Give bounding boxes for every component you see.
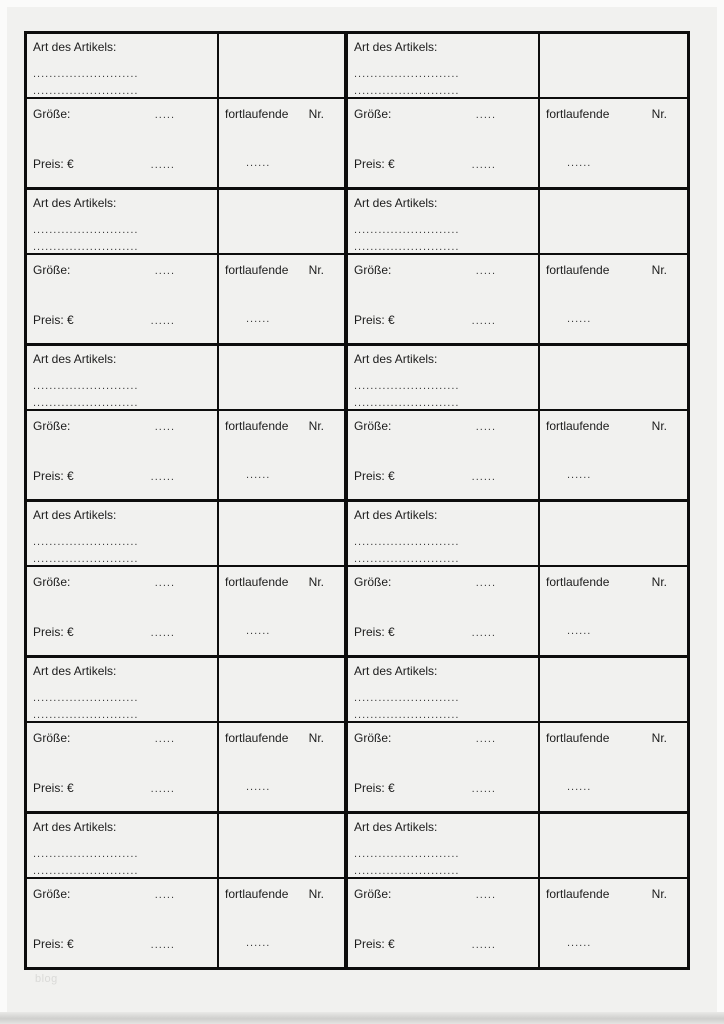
blank-cell — [219, 502, 344, 567]
price-row — [33, 781, 211, 796]
serial-label: fortlaufende — [225, 887, 289, 901]
price-label: Preis: € — [33, 313, 74, 327]
article-type-label: Art des Artikels: — [354, 820, 438, 834]
size-write-in: ..... — [475, 889, 496, 901]
serial-write-in: ...... — [246, 625, 271, 637]
article-type-label: Art des Artikels: — [354, 352, 438, 366]
serial-nr-label: Nr. — [651, 731, 667, 745]
serial-label: fortlaufende — [546, 107, 610, 121]
serial-write-in: ...... — [246, 469, 271, 481]
size-price-cell — [27, 99, 219, 187]
serial-number-cell — [219, 567, 344, 655]
size-label: Größe: — [354, 419, 392, 433]
serial-number-cell — [219, 99, 344, 187]
size-price-cell — [27, 567, 219, 655]
article-type-cell — [348, 658, 540, 723]
serial-number-cell — [540, 99, 687, 187]
serial-write-in: ...... — [246, 157, 271, 169]
size-row — [354, 107, 532, 122]
article-type-cell — [348, 34, 540, 99]
article-type-label: Art des Artikels: — [354, 508, 438, 522]
price-label-block — [27, 34, 344, 190]
serial-label: fortlaufende — [546, 419, 610, 433]
price-label: Preis: € — [354, 625, 395, 639]
price-label-block — [27, 814, 344, 967]
article-write-in-line-1: .......................... — [354, 692, 460, 704]
article-write-in-line-2: .......................... — [354, 709, 460, 721]
size-price-cell — [348, 567, 540, 655]
serial-nr-label: Nr. — [308, 887, 324, 901]
article-write-in-line-1: .......................... — [354, 848, 460, 860]
serial-row — [225, 887, 338, 901]
serial-label: fortlaufende — [225, 731, 289, 745]
article-type-label: Art des Artikels: — [33, 508, 117, 522]
serial-nr-label: Nr. — [308, 419, 324, 433]
price-row — [33, 313, 211, 328]
serial-nr-label: Nr. — [308, 731, 324, 745]
serial-write-in: ...... — [567, 313, 592, 325]
article-write-in-line-2: .......................... — [33, 241, 139, 253]
label-column-left — [24, 31, 346, 970]
serial-nr-label: Nr. — [308, 263, 324, 277]
price-row — [33, 937, 211, 952]
article-type-cell — [348, 346, 540, 411]
price-write-in: ...... — [471, 783, 496, 795]
article-type-cell — [27, 502, 219, 567]
price-label: Preis: € — [354, 937, 395, 951]
article-write-in-line-2: .......................... — [33, 397, 139, 409]
price-label: Preis: € — [354, 469, 395, 483]
serial-write-in: ...... — [567, 625, 592, 637]
article-write-in-line-2: .......................... — [33, 865, 139, 877]
serial-label: fortlaufende — [225, 107, 289, 121]
serial-row — [225, 263, 338, 277]
size-label: Größe: — [33, 575, 71, 589]
size-label: Größe: — [33, 107, 71, 121]
serial-write-in: ...... — [567, 781, 592, 793]
article-write-in-line-1: .......................... — [354, 536, 460, 548]
size-label: Größe: — [354, 575, 392, 589]
price-row — [354, 781, 532, 796]
blank-cell — [540, 346, 687, 411]
size-row — [354, 731, 532, 746]
size-label: Größe: — [354, 731, 392, 745]
price-row — [33, 157, 211, 172]
size-row — [33, 419, 211, 434]
price-label: Preis: € — [33, 157, 74, 171]
article-write-in-line-1: .......................... — [33, 68, 139, 80]
serial-row — [225, 575, 338, 589]
size-row — [354, 419, 532, 434]
article-write-in-line-1: .......................... — [33, 536, 139, 548]
serial-label: fortlaufende — [546, 731, 610, 745]
serial-nr-label: Nr. — [651, 887, 667, 901]
size-write-in: ..... — [475, 421, 496, 433]
serial-number-cell — [219, 723, 344, 811]
price-label-block — [348, 658, 687, 814]
article-write-in-line-1: .......................... — [33, 692, 139, 704]
blank-cell — [219, 34, 344, 99]
article-type-cell — [27, 658, 219, 723]
price-write-in: ...... — [150, 159, 175, 171]
price-write-in: ...... — [150, 315, 175, 327]
size-price-cell — [27, 411, 219, 499]
size-price-cell — [348, 411, 540, 499]
price-label-block — [348, 190, 687, 346]
price-row — [354, 625, 532, 640]
price-row — [33, 625, 211, 640]
blank-cell — [540, 814, 687, 879]
label-column-right — [346, 31, 690, 970]
article-write-in-line-1: .......................... — [354, 68, 460, 80]
blank-cell — [540, 658, 687, 723]
size-label: Größe: — [33, 887, 71, 901]
serial-row — [546, 107, 681, 121]
article-write-in-line-2: .......................... — [354, 241, 460, 253]
price-row — [354, 937, 532, 952]
price-label: Preis: € — [33, 625, 74, 639]
serial-label: fortlaufende — [546, 263, 610, 277]
serial-row — [546, 575, 681, 589]
price-write-in: ...... — [471, 471, 496, 483]
serial-write-in: ...... — [246, 937, 271, 949]
price-write-in: ...... — [150, 471, 175, 483]
serial-number-cell — [219, 255, 344, 343]
size-price-cell — [348, 723, 540, 811]
size-price-cell — [27, 723, 219, 811]
price-row — [354, 469, 532, 484]
size-row — [354, 887, 532, 902]
size-write-in: ..... — [154, 889, 175, 901]
serial-row — [546, 887, 681, 901]
serial-label: fortlaufende — [546, 575, 610, 589]
size-write-in: ..... — [154, 577, 175, 589]
size-price-cell — [348, 255, 540, 343]
size-write-in: ..... — [154, 109, 175, 121]
article-type-label: Art des Artikels: — [33, 820, 117, 834]
size-row — [33, 107, 211, 122]
blank-cell — [540, 34, 687, 99]
price-label: Preis: € — [354, 157, 395, 171]
article-write-in-line-2: .......................... — [354, 865, 460, 877]
serial-number-cell — [540, 567, 687, 655]
size-write-in: ..... — [475, 109, 496, 121]
serial-number-cell — [540, 411, 687, 499]
serial-number-cell — [219, 411, 344, 499]
size-label: Größe: — [354, 107, 392, 121]
article-type-cell — [27, 346, 219, 411]
article-type-cell — [27, 190, 219, 255]
article-type-cell — [27, 34, 219, 99]
price-label-block — [27, 190, 344, 346]
article-type-label: Art des Artikels: — [33, 196, 117, 210]
price-label: Preis: € — [354, 781, 395, 795]
size-write-in: ..... — [154, 265, 175, 277]
serial-number-cell — [540, 255, 687, 343]
size-row — [33, 263, 211, 278]
serial-number-cell — [219, 879, 344, 967]
article-write-in-line-2: .......................... — [354, 553, 460, 565]
article-type-label: Art des Artikels: — [33, 352, 117, 366]
price-label: Preis: € — [33, 781, 74, 795]
price-label-block — [348, 814, 687, 967]
price-label: Preis: € — [33, 469, 74, 483]
serial-nr-label: Nr. — [651, 575, 667, 589]
article-type-label: Art des Artikels: — [33, 664, 117, 678]
article-write-in-line-2: .......................... — [354, 397, 460, 409]
serial-label: fortlaufende — [225, 419, 289, 433]
article-write-in-line-2: .......................... — [33, 85, 139, 97]
size-write-in: ..... — [154, 733, 175, 745]
serial-row — [546, 731, 681, 745]
blank-cell — [219, 190, 344, 255]
serial-row — [546, 419, 681, 433]
price-label-block — [348, 346, 687, 502]
article-type-label: Art des Artikels: — [354, 664, 438, 678]
serial-row — [546, 263, 681, 277]
serial-row — [225, 731, 338, 745]
size-label: Größe: — [33, 263, 71, 277]
serial-number-cell — [540, 723, 687, 811]
size-label: Größe: — [354, 263, 392, 277]
serial-write-in: ...... — [246, 313, 271, 325]
size-row — [33, 731, 211, 746]
size-label: Größe: — [354, 887, 392, 901]
article-write-in-line-2: .......................... — [33, 553, 139, 565]
size-write-in: ..... — [475, 265, 496, 277]
article-write-in-line-2: .......................... — [354, 85, 460, 97]
size-write-in: ..... — [475, 577, 496, 589]
size-row — [354, 575, 532, 590]
size-row — [354, 263, 532, 278]
article-type-cell — [348, 190, 540, 255]
size-price-cell — [27, 879, 219, 967]
size-label: Größe: — [33, 419, 71, 433]
price-write-in: ...... — [471, 939, 496, 951]
price-write-in: ...... — [471, 315, 496, 327]
serial-row — [225, 419, 338, 433]
price-row — [354, 313, 532, 328]
serial-label: fortlaufende — [225, 575, 289, 589]
serial-nr-label: Nr. — [651, 419, 667, 433]
size-price-cell — [348, 99, 540, 187]
serial-label: fortlaufende — [225, 263, 289, 277]
serial-number-cell — [540, 879, 687, 967]
blank-cell — [540, 502, 687, 567]
article-write-in-line-2: .......................... — [33, 709, 139, 721]
price-label-block — [27, 346, 344, 502]
article-type-label: Art des Artikels: — [33, 40, 117, 54]
price-label-block — [348, 502, 687, 658]
serial-write-in: ...... — [567, 469, 592, 481]
photo-edge-shadow — [0, 1012, 724, 1024]
size-row — [33, 887, 211, 902]
price-label-block — [27, 502, 344, 658]
size-write-in: ..... — [475, 733, 496, 745]
label-sheet — [24, 31, 690, 970]
serial-row — [225, 107, 338, 121]
article-type-cell — [348, 502, 540, 567]
price-row — [33, 469, 211, 484]
size-price-cell — [27, 255, 219, 343]
article-write-in-line-1: .......................... — [354, 380, 460, 392]
price-label: Preis: € — [33, 937, 74, 951]
serial-write-in: ...... — [567, 157, 592, 169]
price-label-block — [27, 658, 344, 814]
price-write-in: ...... — [150, 939, 175, 951]
price-write-in: ...... — [471, 159, 496, 171]
article-type-label: Art des Artikels: — [354, 196, 438, 210]
blank-cell — [219, 658, 344, 723]
article-write-in-line-1: .......................... — [33, 380, 139, 392]
size-write-in: ..... — [154, 421, 175, 433]
price-row — [354, 157, 532, 172]
serial-nr-label: Nr. — [308, 107, 324, 121]
watermark: blog — [35, 973, 58, 985]
article-write-in-line-1: .......................... — [354, 224, 460, 236]
serial-write-in: ...... — [246, 781, 271, 793]
article-type-label: Art des Artikels: — [354, 40, 438, 54]
serial-nr-label: Nr. — [651, 263, 667, 277]
serial-nr-label: Nr. — [651, 107, 667, 121]
serial-write-in: ...... — [567, 937, 592, 949]
price-write-in: ...... — [471, 627, 496, 639]
article-type-cell — [348, 814, 540, 879]
article-write-in-line-1: .......................... — [33, 224, 139, 236]
size-label: Größe: — [33, 731, 71, 745]
price-label: Preis: € — [354, 313, 395, 327]
article-write-in-line-1: .......................... — [33, 848, 139, 860]
blank-cell — [219, 346, 344, 411]
price-write-in: ...... — [150, 627, 175, 639]
blank-cell — [219, 814, 344, 879]
article-type-cell — [27, 814, 219, 879]
serial-label: fortlaufende — [546, 887, 610, 901]
size-row — [33, 575, 211, 590]
size-price-cell — [348, 879, 540, 967]
price-write-in: ...... — [150, 783, 175, 795]
blank-cell — [540, 190, 687, 255]
price-label-block — [348, 34, 687, 190]
serial-nr-label: Nr. — [308, 575, 324, 589]
